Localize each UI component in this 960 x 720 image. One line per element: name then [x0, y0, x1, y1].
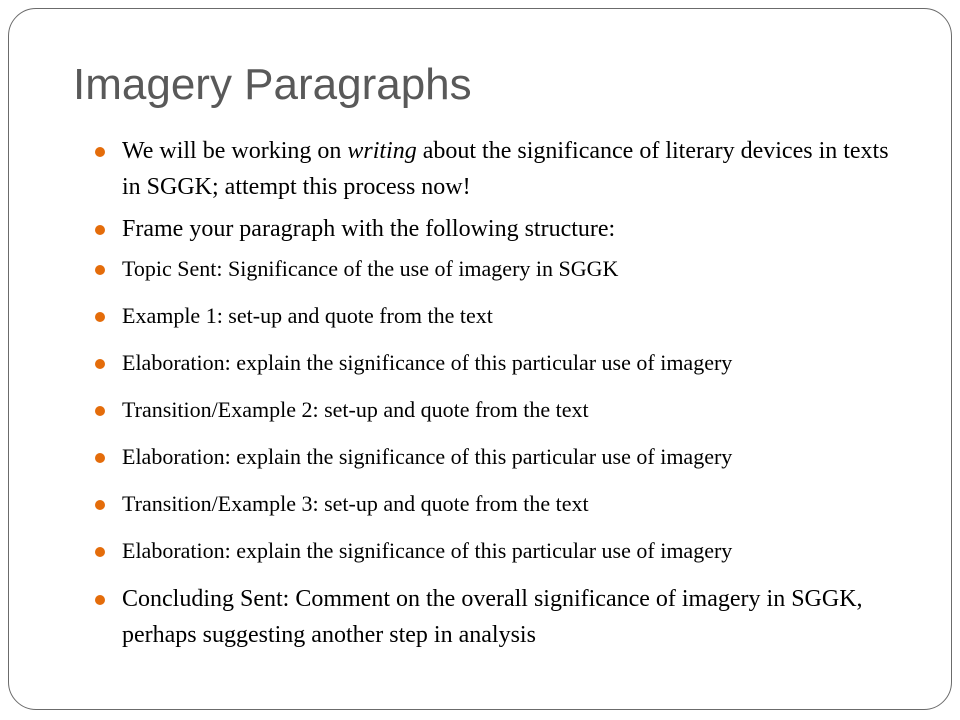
bullet-item: [95, 440, 909, 474]
bullet-text: Example 1: set-up and quote from the text: [122, 303, 493, 328]
bullet-item: [95, 299, 909, 333]
bullet-item: [95, 133, 909, 205]
bullet-text: Topic Sent: Significance of the use of imagery in SGGK: [122, 256, 619, 281]
bullet-text: Elaboration: explain the significance of this particular use of imagery: [122, 350, 733, 375]
bullet-item: [95, 252, 909, 286]
bullet-text-emphasis: writing: [347, 138, 417, 164]
bullet-item: [95, 211, 909, 247]
slide-title: Imagery Paragraphs: [73, 60, 472, 109]
bullet-item: [95, 487, 909, 521]
bullet-text: Elaboration: explain the significance of this particular use of imagery: [122, 444, 733, 469]
bullet-text: Transition/Example 2: set-up and quote from the text: [122, 397, 589, 422]
bullet-text: Transition/Example 3: set-up and quote from the text: [122, 491, 589, 516]
slide-frame: [8, 8, 952, 710]
bullet-list: [95, 133, 909, 659]
bullet-text: Frame your paragraph with the following structure:: [122, 216, 616, 242]
bullet-item: [95, 346, 909, 380]
bullet-item: [95, 581, 909, 653]
bullet-text-start: We will be working on: [122, 138, 348, 164]
bullet-text: Concluding Sent: Comment on the overall significance of imagery in SGGK, perhaps suggesting another step in analysis: [122, 586, 863, 648]
bullet-item: [95, 534, 909, 568]
bullet-item: [95, 393, 909, 427]
bullet-text: Elaboration: explain the significance of this particular use of imagery: [122, 538, 733, 563]
bullet-text-end: about the significance of literary devices in texts in SGGK; attempt this process now!: [122, 138, 889, 200]
